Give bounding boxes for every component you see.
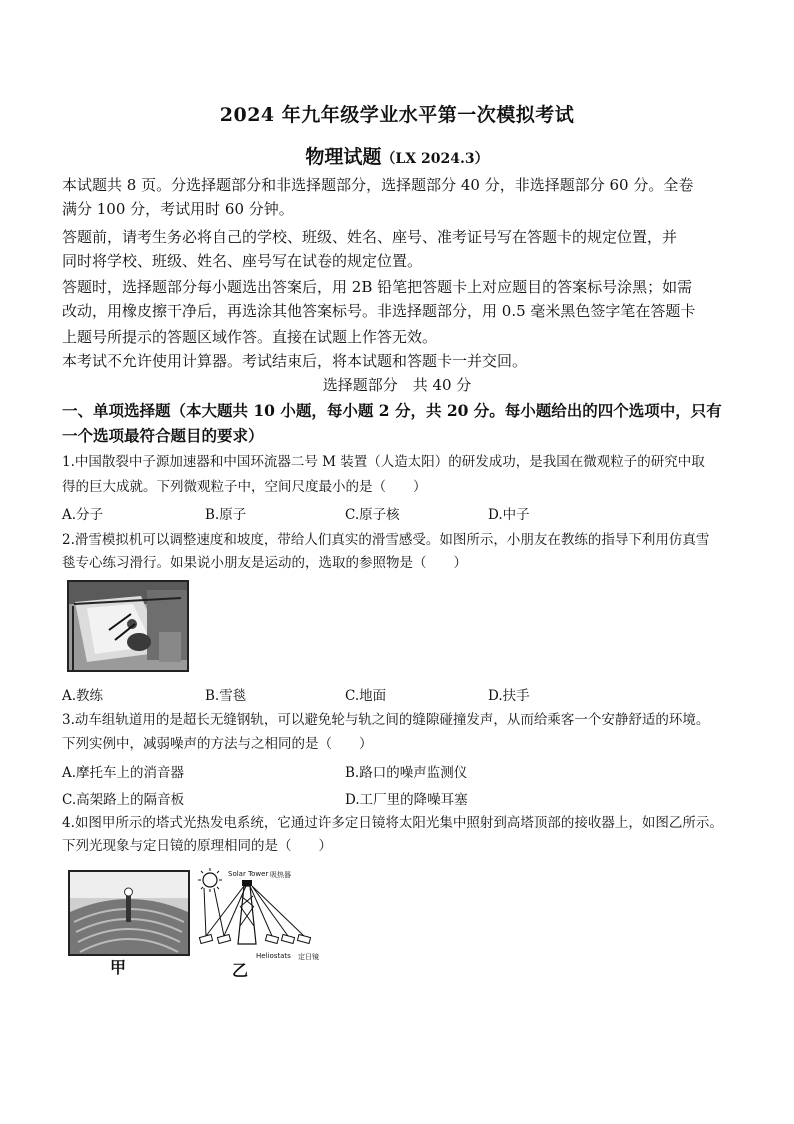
instruction-line: 本试题共 8 页。分选择题部分和非选择题部分，选择题部分 40 分，非选择题部分 60 分。全卷: [62, 176, 694, 194]
question-3-line: 下列实例中，减弱噪声的方法与之相同的是（ ）: [62, 736, 373, 752]
q2-option-d: D.扶手: [488, 688, 530, 704]
part-heading: 一、单项选择题（本大题共 10 小题，每小题 2 分，共 20 分。每小题给出的四个选项中，只有: [62, 401, 722, 420]
q2-option-a: A.教练: [62, 688, 104, 704]
heliostats-label: Heliostats: [256, 952, 291, 960]
question-1-line: 得的巨大成就。下列微观粒子中，空间尺度最小的是（ ）: [62, 479, 427, 495]
figure-label-jia: 甲: [110, 958, 127, 977]
instruction-line: 本考试不允许使用计算器。考试结束后，将本试题和答题卡一并交回。: [62, 352, 528, 370]
q1-option-b: B.原子: [205, 507, 247, 523]
part-heading: 一个选项最符合题目的要求）: [62, 426, 264, 445]
instruction-line: 上题号所提示的答题区域作答。直接在试题上作答无效。: [62, 328, 438, 346]
q3-option-b: B.路口的噪声监测仪: [345, 765, 468, 781]
ski-simulator-photo: [67, 580, 189, 672]
instruction-line: 满分 100 分，考试用时 60 分钟。: [62, 200, 294, 218]
exam-code: （LX 2024.3）: [381, 151, 489, 167]
instruction-line: 同时将学校、班级、姓名、座号写在试卷的规定位置。: [62, 252, 423, 270]
q2-option-c: C.地面: [345, 688, 387, 704]
instruction-line: 改动，用橡皮擦干净后，再选涂其他答案标号。非选择题部分，用 0.5 毫米黑色签字笔在答题卡: [62, 302, 696, 320]
page-subtitle: [0, 142, 794, 169]
receiver-label: 吸热器: [270, 871, 291, 879]
question-2-line: 2.滑雪模拟机可以调整速度和坡度，带给人们真实的滑雪感受。如图所示，小朋友在教练的指导下利用仿真雪: [62, 532, 710, 548]
question-4-line: 4.如图甲所示的塔式光热发电系统，它通过许多定日镜将太阳光集中照射到高塔顶部的接收器上，如图乙所示。: [62, 815, 723, 831]
question-3-line: 3.动车组轨道用的是超长无缝钢轨，可以避免轮与轨之间的缝隙碰撞发声，从而给乘客一个安静舒适的环境。: [62, 712, 710, 728]
page-title: 2024 年九年级学业水平第一次模拟考试: [219, 104, 575, 126]
q2-option-b: B.雪毯: [205, 688, 247, 704]
section-title: 选择题部分 共 40 分: [322, 376, 472, 394]
heliostat-cn-label: 定日镜: [298, 953, 319, 961]
question-2-line: 毯专心练习滑行。如果说小朋友是运动的，选取的参照物是（ ）: [62, 555, 467, 571]
solar-tower-label: Solar Tower: [228, 870, 269, 878]
instruction-line: 答题时，选择题部分每小题选出答案后，用 2B 铅笔把答题卡上对应题目的答案标号涂黑；如需: [62, 278, 693, 296]
q3-option-d: D.工厂里的降噪耳塞: [345, 792, 468, 808]
figure-label-yi: 乙: [232, 961, 249, 980]
q1-option-d: D.中子: [488, 507, 530, 523]
solar-plant-photo: [68, 870, 190, 956]
question-1-line: 1.中国散裂中子源加速器和中国环流器二号 M 装置（人造太阳）的研发成功，是我国在微观粒子的研究中取: [62, 454, 705, 470]
subtitle-text: 物理试题: [305, 146, 382, 168]
instruction-line: 答题前，请考生务必将自己的学校、班级、姓名、座号、准考证号写在答题卡的规定位置，并: [62, 228, 678, 246]
q3-option-a: A.摩托车上的消音器: [62, 765, 185, 781]
q3-option-c: C.高架路上的隔音板: [62, 792, 185, 808]
question-4-line: 下列光现象与定日镜的原理相同的是（ ）: [62, 838, 332, 854]
q1-option-c: C.原子核: [345, 507, 400, 523]
q1-option-a: A.分子: [62, 507, 104, 523]
heliostat-diagram: [194, 866, 334, 966]
